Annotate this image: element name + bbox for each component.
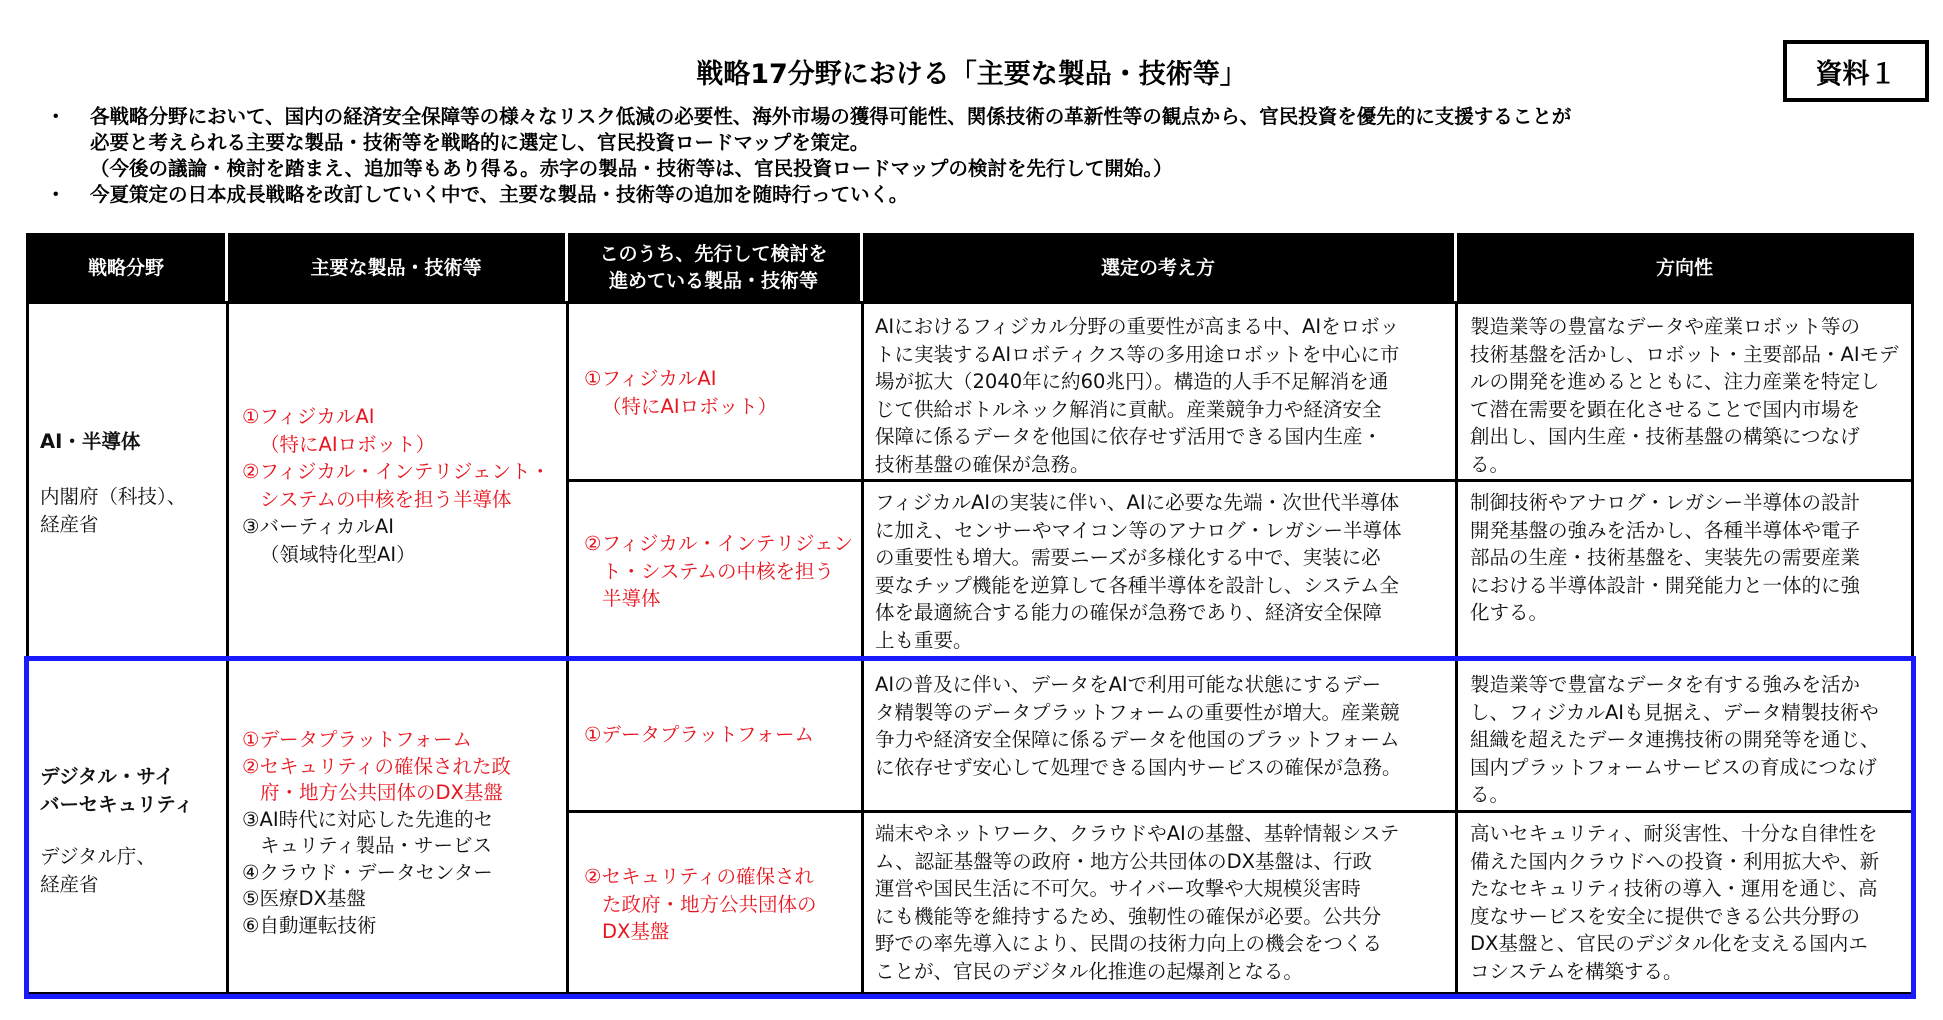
text-line: て潜在需要を顕在化させることで国内市場を	[1470, 397, 1861, 421]
text-line: 製造業等の豊富なデータや産業ロボット等の	[1470, 315, 1861, 338]
priority-line: ②セキュリティの確保され	[584, 865, 815, 888]
text-line: 部品の生産・技術基盤を、実装先の需要産業	[1470, 546, 1861, 569]
product-item: キュリティ製品・サービス	[260, 834, 493, 857]
product-item: ③バーティカルAI	[242, 515, 395, 538]
text-line: 備えた国内クラウドへの投資・利用拡大や、新	[1470, 849, 1880, 873]
column-header-direction: 方向性	[1455, 233, 1914, 303]
text-line: に加え、センサーやマイコン等のアナログ・レガシー半導体	[875, 518, 1402, 542]
text-line: 組織を超えたデータ連携技術の開発等を通じ、	[1470, 728, 1880, 751]
text-line: 端末やネットワーク、クラウドやAIの基盤、基幹情報システ	[875, 822, 1400, 845]
header-divider	[225, 233, 228, 303]
text-line: ルの開発を進めるとともに、注力産業を特定し	[1470, 370, 1880, 393]
direction-text	[1470, 671, 1880, 809]
text-line: にも機能等を維持するため、強靭性の確保が必要。公共分	[875, 904, 1382, 928]
text-line: に依存せず安心して処理できる国内サービスの確保が急務。	[875, 755, 1402, 779]
text-line: タ精製等のデータプラットフォームの重要性が増大。産業競	[875, 700, 1400, 724]
bullet-item	[46, 104, 1906, 182]
priority-line: （特にAIロボット）	[602, 394, 778, 418]
text-line: における半導体設計・開発能力と一体的に強	[1470, 573, 1861, 597]
ministry-line: 経産省	[40, 872, 99, 896]
field-name: AI・半導体	[40, 430, 141, 453]
priority-line: ①データプラットフォーム	[584, 723, 815, 746]
field-ministries	[40, 483, 186, 538]
priority-item	[584, 863, 817, 946]
text-line: 保障に係るデータを他国に依存せず活用できる国内生産・	[875, 425, 1383, 448]
priority-line: た政府・地方公共団体の	[602, 892, 817, 916]
ministry-line: 経産省	[40, 512, 99, 536]
text-line: DX基盤と、官民のデジタル化を支える国内エ	[1470, 932, 1868, 955]
header-divider	[1454, 233, 1457, 303]
text-line: る。	[1470, 783, 1510, 806]
column-header-products: 主要な製品・技術等	[226, 233, 566, 303]
product-item: ②セキュリティの確保された政	[242, 754, 512, 778]
text-line: 技術基盤を活かし、ロボット・主要部品・AIモデ	[1470, 342, 1899, 366]
page-title: 戦略17分野における「主要な製品・技術等」	[696, 59, 1247, 90]
product-item: ②フィジカル・インテリジェント・	[242, 460, 551, 483]
product-item: 府・地方公共団体のDX基盤	[260, 781, 503, 804]
priority-line: ト・システムの中核を担う	[602, 559, 835, 583]
text-line: トに実装するAIロボティクス等の多用途ロボットを中心に市	[875, 342, 1400, 366]
product-item: ⑤医療DX基盤	[242, 887, 366, 910]
text-line: 創出し、国内生産・技術基盤の構築につなげ	[1470, 425, 1860, 448]
text-line: AIの普及に伴い、データをAIで利用可能な状態にするデー	[875, 673, 1382, 696]
text-line: 野での率先導入により、民間の技術力向上の機会をつくる	[875, 932, 1383, 955]
field-ministries	[40, 843, 156, 898]
product-item: ③AI時代に対応した先進的セ	[242, 807, 494, 831]
text-line: 要なチップ機能を逆算して各種半導体を設計し、システム全	[875, 573, 1399, 597]
text-line: 運営や国民生活に不可欠。サイバー攻撃や大規模災害時	[875, 877, 1361, 900]
text-line: 化する。	[1470, 601, 1549, 624]
product-item: （特にAIロボット）	[260, 432, 436, 456]
text-line: 上も重要。	[875, 628, 973, 652]
product-item: ①データプラットフォーム	[242, 728, 473, 751]
header-line: このうち、先行して検討を	[599, 243, 828, 265]
text-line: の重要性も増大。需要ニーズが多様化する中で、実装に必	[875, 546, 1381, 569]
priority-line: ①フィジカルAI	[584, 367, 717, 390]
product-item: （領域特化型AI）	[260, 542, 416, 566]
text-line: たなセキュリティ技術の導入・運用を通じ、高	[1470, 877, 1878, 900]
direction-text	[1470, 489, 1860, 627]
products-list	[242, 403, 550, 568]
product-item: ①フィジカルAI	[242, 405, 375, 428]
bullet-marker: ・	[46, 105, 66, 128]
rationale-text	[875, 313, 1399, 478]
text-line: 争力や経済安全保障に係るデータを他国のプラットフォーム	[875, 728, 1400, 751]
direction-text	[1470, 820, 1879, 985]
direction-text	[1470, 313, 1899, 478]
text-line: し、フィジカルAIも見据え、データ精製技術や	[1470, 700, 1879, 724]
header-divider	[565, 233, 568, 303]
bullet-item	[46, 182, 1906, 208]
priority-line: ②フィジカル・インテリジェン	[584, 532, 854, 555]
products-list	[242, 727, 511, 939]
ministry-line: デジタル庁、	[40, 845, 156, 868]
bullet-line: 各戦略分野において、国内の経済安全保障等の様々なリスク低減の必要性、海外市場の獲得可能性、関係技術の革新性等の観点から、官民投資を優先的に支援することが	[90, 105, 1572, 128]
bullet-line: 今夏策定の日本成長戦略を改訂していく中で、主要な製品・技術等の追加を随時行っていく。	[90, 183, 909, 206]
product-item: システムの中核を担う半導体	[260, 487, 512, 511]
header-line: 進めている製品・技術等	[608, 270, 818, 292]
text-line: 体を最適統合する能力の確保が急務であり、経済安全保障	[875, 601, 1383, 624]
ministry-line: 内閣府（科技）、	[40, 485, 187, 508]
priority-line: 半導体	[602, 587, 661, 610]
priority-item	[584, 721, 814, 749]
priority-item	[584, 365, 777, 420]
priority-line: DX基盤	[602, 920, 670, 943]
field-cell-ai	[26, 301, 229, 661]
rationale-text	[875, 820, 1399, 985]
product-item: ⑥自動運転技術	[242, 913, 377, 937]
text-line: 制御技術やアナログ・レガシー半導体の設計	[1470, 491, 1861, 514]
text-line: じて供給ボトルネック解消に貢献。産業競争力や経済安全	[875, 397, 1382, 421]
text-line: る。	[1470, 452, 1510, 476]
bullet-line: 必要と考えられる主要な製品・技術等を戦略的に選定し、官民投資ロードマップを策定。	[90, 131, 870, 154]
column-header-priority	[566, 233, 861, 303]
text-line: ことが、官民のデジタル化推進の起爆剤となる。	[875, 959, 1303, 983]
bullet-line: （今後の議論・検討を踏まえ、追加等もあり得る。赤字の製品・技術等は、官民投資ロードマップの検討を先行して開始。）	[90, 157, 1173, 180]
text-line: AIにおけるフィジカル分野の重要性が高まる中、AIをロボッ	[875, 315, 1400, 338]
column-header-rationale: 選定の考え方	[861, 233, 1455, 303]
rationale-text	[875, 671, 1402, 781]
text-line: ム、認証基盤等の政府・地方公共団体のDX基盤は、行政	[875, 849, 1372, 873]
bullet-marker: ・	[46, 183, 66, 206]
intro-bullets	[46, 104, 1906, 208]
field-name	[40, 763, 194, 818]
text-line: 国内プラットフォームサービスの育成につなげ	[1470, 755, 1877, 779]
text-line: 高いセキュリティ、耐災害性、十分な自律性を	[1470, 822, 1878, 845]
document-label: 資料１	[1783, 40, 1929, 102]
text-line: 技術基盤の確保が急務。	[875, 452, 1090, 476]
priority-item	[584, 530, 853, 613]
field-name-line: デジタル・サイ	[40, 765, 174, 788]
text-line: フィジカルAIの実装に伴い、AIに必要な先端・次世代半導体	[875, 491, 1400, 514]
column-header-field: 戦略分野	[26, 233, 226, 303]
text-line: コシステムを構築する。	[1470, 959, 1683, 983]
product-item: ④クラウド・データセンター	[242, 860, 493, 884]
header-divider	[860, 233, 863, 303]
field-name-line: バーセキュリティ	[40, 792, 194, 816]
text-line: 製造業等で豊富なデータを有する強みを活か	[1470, 673, 1861, 696]
text-line: 度なサービスを安全に提供できる公共分野の	[1470, 904, 1861, 928]
rationale-text	[875, 489, 1402, 654]
text-line: 場が拡大（2040年に約60兆円）。構造的人手不足解消を通	[875, 370, 1389, 393]
text-line: 開発基盤の強みを活かし、各種半導体や電子	[1470, 518, 1861, 542]
field-cell-digital	[26, 658, 229, 995]
